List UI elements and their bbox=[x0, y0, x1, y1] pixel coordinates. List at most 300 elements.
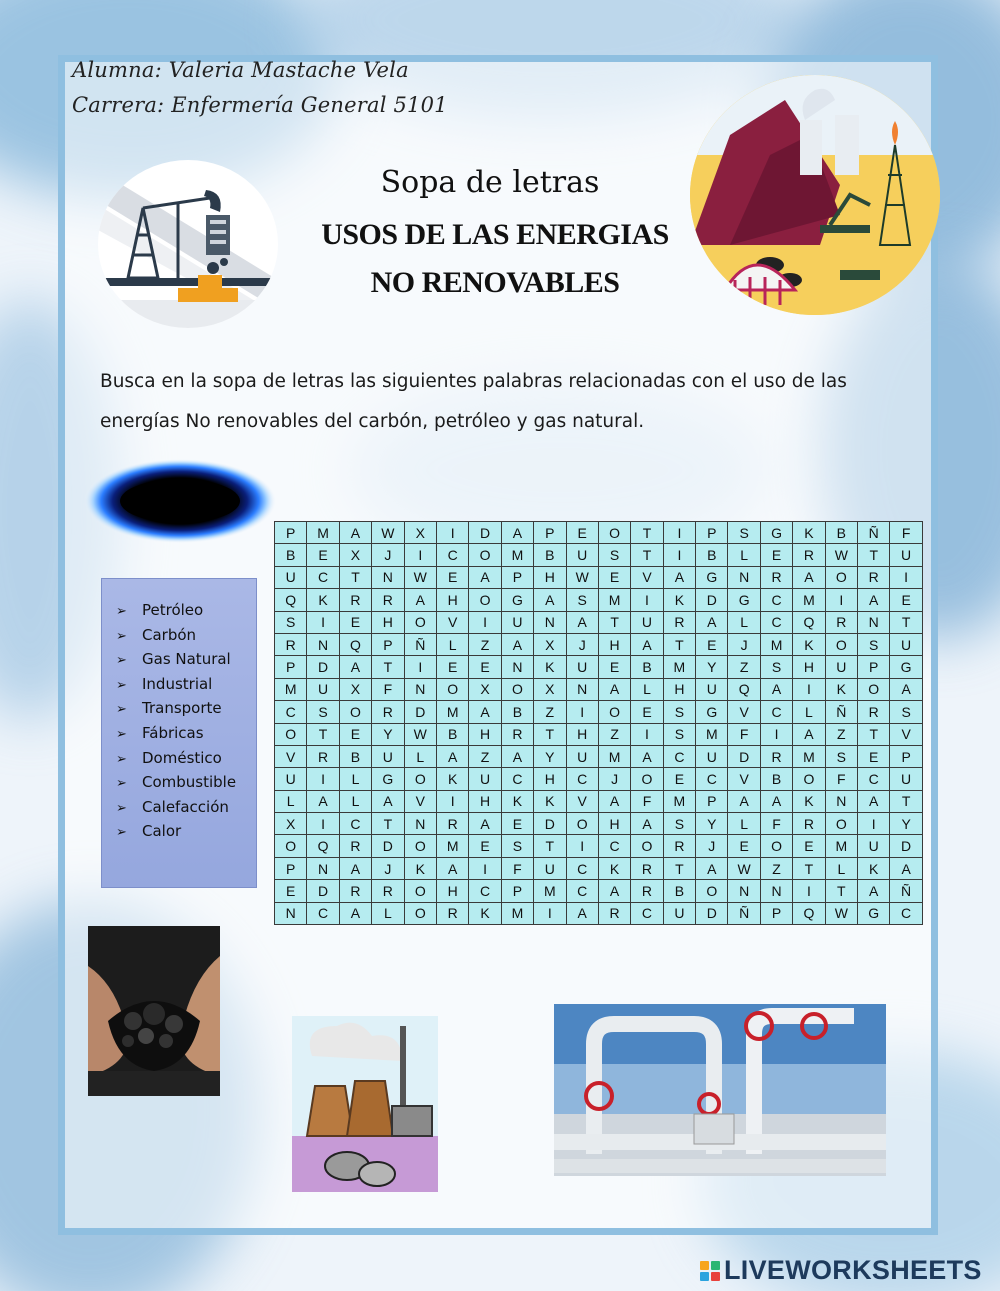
grid-cell[interactable]: R bbox=[663, 835, 695, 857]
grid-cell[interactable]: C bbox=[858, 768, 890, 790]
grid-cell[interactable]: R bbox=[631, 857, 663, 879]
grid-cell[interactable]: A bbox=[469, 566, 501, 588]
grid-cell[interactable]: R bbox=[436, 902, 468, 924]
grid-cell[interactable]: E bbox=[890, 589, 922, 611]
grid-cell[interactable]: X bbox=[534, 633, 566, 655]
grid-cell[interactable]: M bbox=[501, 544, 533, 566]
grid-cell[interactable]: S bbox=[501, 835, 533, 857]
grid-cell[interactable]: I bbox=[307, 813, 339, 835]
grid-cell[interactable]: J bbox=[372, 544, 404, 566]
grid-cell[interactable]: Ñ bbox=[858, 522, 890, 544]
grid-cell[interactable]: K bbox=[793, 790, 825, 812]
grid-cell[interactable]: Y bbox=[534, 745, 566, 767]
grid-cell[interactable]: T bbox=[858, 723, 890, 745]
grid-cell[interactable]: B bbox=[760, 768, 792, 790]
grid-cell[interactable]: A bbox=[793, 723, 825, 745]
grid-cell[interactable]: C bbox=[566, 880, 598, 902]
grid-cell[interactable]: L bbox=[404, 745, 436, 767]
grid-cell[interactable]: S bbox=[598, 544, 630, 566]
grid-cell[interactable]: R bbox=[501, 723, 533, 745]
grid-cell[interactable]: T bbox=[372, 813, 404, 835]
grid-cell[interactable]: J bbox=[728, 633, 760, 655]
grid-cell[interactable]: D bbox=[696, 589, 728, 611]
grid-cell[interactable]: K bbox=[501, 790, 533, 812]
grid-cell[interactable]: C bbox=[890, 902, 922, 924]
grid-cell[interactable]: H bbox=[469, 790, 501, 812]
grid-cell[interactable]: O bbox=[501, 678, 533, 700]
grid-cell[interactable]: E bbox=[436, 656, 468, 678]
grid-cell[interactable]: O bbox=[598, 701, 630, 723]
grid-cell[interactable]: H bbox=[469, 723, 501, 745]
grid-cell[interactable]: O bbox=[436, 678, 468, 700]
grid-cell[interactable]: Z bbox=[760, 857, 792, 879]
grid-cell[interactable]: P bbox=[501, 880, 533, 902]
grid-cell[interactable]: A bbox=[760, 790, 792, 812]
grid-cell[interactable]: R bbox=[339, 835, 371, 857]
grid-cell[interactable]: B bbox=[501, 701, 533, 723]
grid-cell[interactable]: F bbox=[825, 768, 857, 790]
grid-cell[interactable]: S bbox=[728, 522, 760, 544]
grid-cell[interactable]: E bbox=[339, 723, 371, 745]
grid-cell[interactable]: C bbox=[760, 589, 792, 611]
grid-cell[interactable]: A bbox=[598, 790, 630, 812]
grid-cell[interactable]: M bbox=[307, 522, 339, 544]
grid-cell[interactable]: H bbox=[598, 813, 630, 835]
grid-cell[interactable]: D bbox=[534, 813, 566, 835]
grid-cell[interactable]: C bbox=[598, 835, 630, 857]
grid-cell[interactable]: R bbox=[858, 566, 890, 588]
grid-cell[interactable]: M bbox=[598, 589, 630, 611]
grid-cell[interactable]: L bbox=[372, 902, 404, 924]
grid-cell[interactable]: W bbox=[728, 857, 760, 879]
grid-cell[interactable]: B bbox=[436, 723, 468, 745]
grid-cell[interactable]: O bbox=[598, 522, 630, 544]
grid-cell[interactable]: T bbox=[825, 880, 857, 902]
grid-cell[interactable]: R bbox=[372, 589, 404, 611]
grid-cell[interactable]: P bbox=[534, 522, 566, 544]
grid-cell[interactable]: V bbox=[631, 566, 663, 588]
grid-cell[interactable]: X bbox=[339, 544, 371, 566]
grid-cell[interactable]: L bbox=[825, 857, 857, 879]
grid-cell[interactable]: I bbox=[436, 790, 468, 812]
grid-cell[interactable]: I bbox=[793, 678, 825, 700]
grid-cell[interactable]: W bbox=[372, 522, 404, 544]
grid-cell[interactable]: N bbox=[501, 656, 533, 678]
grid-cell[interactable]: E bbox=[696, 633, 728, 655]
grid-cell[interactable]: N bbox=[275, 902, 307, 924]
grid-cell[interactable]: S bbox=[663, 813, 695, 835]
grid-cell[interactable]: Ñ bbox=[825, 701, 857, 723]
grid-cell[interactable]: T bbox=[598, 611, 630, 633]
grid-cell[interactable]: A bbox=[858, 790, 890, 812]
grid-cell[interactable]: F bbox=[760, 813, 792, 835]
grid-cell[interactable]: D bbox=[307, 656, 339, 678]
grid-cell[interactable]: P bbox=[501, 566, 533, 588]
grid-cell[interactable]: R bbox=[598, 902, 630, 924]
grid-cell[interactable]: N bbox=[825, 790, 857, 812]
grid-cell[interactable]: O bbox=[760, 835, 792, 857]
grid-cell[interactable]: A bbox=[436, 745, 468, 767]
grid-cell[interactable]: P bbox=[275, 656, 307, 678]
grid-cell[interactable]: I bbox=[793, 880, 825, 902]
grid-cell[interactable]: E bbox=[501, 813, 533, 835]
grid-cell[interactable]: S bbox=[307, 701, 339, 723]
grid-cell[interactable]: G bbox=[858, 902, 890, 924]
grid-cell[interactable]: M bbox=[436, 835, 468, 857]
grid-cell[interactable]: O bbox=[825, 633, 857, 655]
grid-cell[interactable]: F bbox=[501, 857, 533, 879]
grid-cell[interactable]: X bbox=[275, 813, 307, 835]
grid-cell[interactable]: T bbox=[663, 633, 695, 655]
grid-cell[interactable]: I bbox=[469, 611, 501, 633]
grid-cell[interactable]: D bbox=[307, 880, 339, 902]
grid-cell[interactable]: B bbox=[696, 544, 728, 566]
grid-cell[interactable]: A bbox=[501, 633, 533, 655]
grid-cell[interactable]: X bbox=[534, 678, 566, 700]
grid-cell[interactable]: M bbox=[275, 678, 307, 700]
grid-cell[interactable]: V bbox=[275, 745, 307, 767]
grid-cell[interactable]: O bbox=[566, 813, 598, 835]
grid-cell[interactable]: H bbox=[534, 768, 566, 790]
grid-cell[interactable]: T bbox=[307, 723, 339, 745]
grid-cell[interactable]: A bbox=[631, 633, 663, 655]
grid-cell[interactable]: U bbox=[275, 768, 307, 790]
grid-cell[interactable]: L bbox=[728, 813, 760, 835]
grid-cell[interactable]: R bbox=[663, 611, 695, 633]
grid-cell[interactable]: W bbox=[825, 902, 857, 924]
grid-cell[interactable]: X bbox=[469, 678, 501, 700]
grid-cell[interactable]: Q bbox=[728, 678, 760, 700]
grid-cell[interactable]: F bbox=[631, 790, 663, 812]
grid-cell[interactable]: Q bbox=[793, 902, 825, 924]
grid-cell[interactable]: C bbox=[760, 611, 792, 633]
grid-cell[interactable]: A bbox=[598, 880, 630, 902]
grid-cell[interactable]: F bbox=[372, 678, 404, 700]
grid-cell[interactable]: A bbox=[307, 790, 339, 812]
grid-cell[interactable]: U bbox=[890, 544, 922, 566]
grid-cell[interactable]: U bbox=[501, 611, 533, 633]
grid-cell[interactable]: R bbox=[436, 813, 468, 835]
grid-cell[interactable]: U bbox=[372, 745, 404, 767]
grid-cell[interactable]: A bbox=[696, 611, 728, 633]
grid-cell[interactable]: A bbox=[469, 813, 501, 835]
grid-cell[interactable]: E bbox=[339, 611, 371, 633]
grid-cell[interactable]: K bbox=[469, 902, 501, 924]
grid-cell[interactable]: H bbox=[372, 611, 404, 633]
grid-cell[interactable]: L bbox=[728, 544, 760, 566]
grid-cell[interactable]: Q bbox=[793, 611, 825, 633]
grid-cell[interactable]: I bbox=[858, 813, 890, 835]
grid-cell[interactable]: Z bbox=[598, 723, 630, 745]
grid-cell[interactable]: U bbox=[663, 902, 695, 924]
grid-cell[interactable]: D bbox=[469, 522, 501, 544]
grid-cell[interactable]: L bbox=[339, 790, 371, 812]
grid-cell[interactable]: T bbox=[663, 857, 695, 879]
grid-cell[interactable]: J bbox=[566, 633, 598, 655]
grid-cell[interactable]: O bbox=[275, 835, 307, 857]
grid-cell[interactable]: A bbox=[339, 656, 371, 678]
grid-cell[interactable]: I bbox=[760, 723, 792, 745]
grid-cell[interactable]: L bbox=[339, 768, 371, 790]
grid-cell[interactable]: C bbox=[663, 745, 695, 767]
grid-cell[interactable]: W bbox=[566, 566, 598, 588]
grid-cell[interactable]: S bbox=[566, 589, 598, 611]
grid-cell[interactable]: N bbox=[728, 880, 760, 902]
grid-cell[interactable]: S bbox=[663, 701, 695, 723]
grid-cell[interactable]: E bbox=[436, 566, 468, 588]
grid-cell[interactable]: V bbox=[404, 790, 436, 812]
grid-cell[interactable]: C bbox=[566, 857, 598, 879]
grid-cell[interactable]: T bbox=[534, 723, 566, 745]
grid-cell[interactable]: T bbox=[631, 544, 663, 566]
grid-cell[interactable]: L bbox=[275, 790, 307, 812]
grid-cell[interactable]: M bbox=[696, 723, 728, 745]
grid-cell[interactable]: R bbox=[793, 813, 825, 835]
grid-cell[interactable]: T bbox=[631, 522, 663, 544]
grid-cell[interactable]: Z bbox=[825, 723, 857, 745]
grid-cell[interactable]: Z bbox=[534, 701, 566, 723]
grid-cell[interactable]: N bbox=[404, 813, 436, 835]
grid-cell[interactable]: N bbox=[534, 611, 566, 633]
grid-cell[interactable]: Z bbox=[728, 656, 760, 678]
grid-cell[interactable]: O bbox=[339, 701, 371, 723]
grid-cell[interactable]: D bbox=[728, 745, 760, 767]
grid-cell[interactable]: A bbox=[890, 678, 922, 700]
grid-cell[interactable]: G bbox=[760, 522, 792, 544]
grid-cell[interactable]: L bbox=[728, 611, 760, 633]
grid-cell[interactable]: E bbox=[728, 835, 760, 857]
grid-cell[interactable]: O bbox=[469, 544, 501, 566]
grid-cell[interactable]: R bbox=[372, 701, 404, 723]
grid-cell[interactable]: R bbox=[372, 880, 404, 902]
grid-cell[interactable]: T bbox=[858, 544, 890, 566]
grid-cell[interactable]: O bbox=[404, 768, 436, 790]
grid-cell[interactable]: T bbox=[890, 790, 922, 812]
grid-cell[interactable]: V bbox=[566, 790, 598, 812]
grid-cell[interactable]: R bbox=[307, 745, 339, 767]
grid-cell[interactable]: E bbox=[760, 544, 792, 566]
grid-cell[interactable]: K bbox=[793, 522, 825, 544]
grid-cell[interactable]: I bbox=[469, 857, 501, 879]
grid-cell[interactable]: W bbox=[404, 723, 436, 745]
grid-cell[interactable]: Q bbox=[307, 835, 339, 857]
grid-cell[interactable]: O bbox=[404, 902, 436, 924]
grid-cell[interactable]: I bbox=[404, 656, 436, 678]
grid-cell[interactable]: B bbox=[663, 880, 695, 902]
grid-cell[interactable]: O bbox=[404, 611, 436, 633]
grid-cell[interactable]: E bbox=[469, 656, 501, 678]
grid-cell[interactable]: B bbox=[631, 656, 663, 678]
grid-cell[interactable]: M bbox=[793, 745, 825, 767]
grid-cell[interactable]: R bbox=[760, 566, 792, 588]
grid-cell[interactable]: O bbox=[275, 723, 307, 745]
grid-cell[interactable]: Y bbox=[890, 813, 922, 835]
grid-cell[interactable]: I bbox=[631, 723, 663, 745]
grid-cell[interactable]: A bbox=[858, 880, 890, 902]
grid-cell[interactable]: B bbox=[825, 522, 857, 544]
grid-cell[interactable]: R bbox=[631, 880, 663, 902]
grid-cell[interactable]: H bbox=[598, 633, 630, 655]
grid-cell[interactable]: U bbox=[890, 633, 922, 655]
grid-cell[interactable]: A bbox=[372, 790, 404, 812]
grid-cell[interactable]: H bbox=[663, 678, 695, 700]
grid-cell[interactable]: Y bbox=[696, 813, 728, 835]
grid-cell[interactable]: A bbox=[793, 566, 825, 588]
grid-cell[interactable]: K bbox=[404, 857, 436, 879]
grid-cell[interactable]: P bbox=[696, 790, 728, 812]
grid-cell[interactable]: I bbox=[825, 589, 857, 611]
grid-cell[interactable]: F bbox=[728, 723, 760, 745]
grid-cell[interactable]: U bbox=[469, 768, 501, 790]
grid-cell[interactable]: G bbox=[696, 701, 728, 723]
grid-cell[interactable]: A bbox=[436, 857, 468, 879]
grid-cell[interactable]: V bbox=[728, 768, 760, 790]
grid-cell[interactable]: Z bbox=[469, 633, 501, 655]
grid-cell[interactable]: X bbox=[404, 522, 436, 544]
grid-cell[interactable]: A bbox=[890, 857, 922, 879]
grid-cell[interactable]: R bbox=[760, 745, 792, 767]
grid-cell[interactable]: A bbox=[566, 611, 598, 633]
grid-cell[interactable]: D bbox=[404, 701, 436, 723]
grid-cell[interactable]: P bbox=[372, 633, 404, 655]
grid-cell[interactable]: B bbox=[339, 745, 371, 767]
grid-cell[interactable]: I bbox=[307, 768, 339, 790]
grid-cell[interactable]: E bbox=[598, 656, 630, 678]
grid-cell[interactable]: A bbox=[404, 589, 436, 611]
grid-cell[interactable]: U bbox=[566, 544, 598, 566]
grid-cell[interactable]: U bbox=[696, 745, 728, 767]
grid-cell[interactable]: R bbox=[339, 880, 371, 902]
grid-cell[interactable]: H bbox=[534, 566, 566, 588]
grid-cell[interactable]: M bbox=[598, 745, 630, 767]
grid-cell[interactable]: A bbox=[566, 902, 598, 924]
grid-cell[interactable]: C bbox=[436, 544, 468, 566]
grid-cell[interactable]: O bbox=[631, 768, 663, 790]
grid-cell[interactable]: R bbox=[339, 589, 371, 611]
grid-cell[interactable]: Y bbox=[696, 656, 728, 678]
grid-cell[interactable]: A bbox=[760, 678, 792, 700]
grid-cell[interactable]: E bbox=[631, 701, 663, 723]
grid-cell[interactable]: I bbox=[534, 902, 566, 924]
grid-cell[interactable]: C bbox=[631, 902, 663, 924]
grid-cell[interactable]: O bbox=[631, 835, 663, 857]
grid-cell[interactable]: S bbox=[890, 701, 922, 723]
grid-cell[interactable]: R bbox=[825, 611, 857, 633]
grid-cell[interactable]: G bbox=[696, 566, 728, 588]
grid-cell[interactable]: N bbox=[372, 566, 404, 588]
grid-cell[interactable]: R bbox=[858, 701, 890, 723]
grid-cell[interactable]: O bbox=[469, 589, 501, 611]
grid-cell[interactable]: Q bbox=[275, 589, 307, 611]
grid-cell[interactable]: N bbox=[307, 633, 339, 655]
grid-cell[interactable]: M bbox=[760, 633, 792, 655]
grid-cell[interactable]: I bbox=[307, 611, 339, 633]
grid-cell[interactable]: T bbox=[793, 857, 825, 879]
grid-cell[interactable]: L bbox=[793, 701, 825, 723]
grid-cell[interactable]: W bbox=[404, 566, 436, 588]
grid-cell[interactable]: A bbox=[696, 857, 728, 879]
grid-cell[interactable]: E bbox=[793, 835, 825, 857]
grid-cell[interactable]: I bbox=[566, 701, 598, 723]
grid-cell[interactable]: K bbox=[793, 633, 825, 655]
grid-cell[interactable]: A bbox=[534, 589, 566, 611]
grid-cell[interactable]: J bbox=[372, 857, 404, 879]
grid-cell[interactable]: P bbox=[275, 857, 307, 879]
grid-cell[interactable]: A bbox=[598, 678, 630, 700]
grid-cell[interactable]: U bbox=[696, 678, 728, 700]
grid-cell[interactable]: C bbox=[275, 701, 307, 723]
grid-cell[interactable]: M bbox=[793, 589, 825, 611]
grid-cell[interactable]: P bbox=[696, 522, 728, 544]
grid-cell[interactable]: C bbox=[696, 768, 728, 790]
grid-cell[interactable]: I bbox=[404, 544, 436, 566]
grid-cell[interactable]: I bbox=[631, 589, 663, 611]
grid-cell[interactable]: A bbox=[663, 566, 695, 588]
grid-cell[interactable]: J bbox=[598, 768, 630, 790]
grid-cell[interactable]: O bbox=[825, 813, 857, 835]
grid-cell[interactable]: O bbox=[696, 880, 728, 902]
grid-cell[interactable]: C bbox=[760, 701, 792, 723]
grid-cell[interactable]: M bbox=[825, 835, 857, 857]
grid-cell[interactable]: U bbox=[890, 768, 922, 790]
grid-cell[interactable]: I bbox=[663, 544, 695, 566]
grid-cell[interactable]: A bbox=[339, 857, 371, 879]
grid-cell[interactable]: E bbox=[598, 566, 630, 588]
grid-cell[interactable]: B bbox=[534, 544, 566, 566]
grid-cell[interactable]: U bbox=[307, 678, 339, 700]
grid-cell[interactable]: Ñ bbox=[890, 880, 922, 902]
grid-cell[interactable]: C bbox=[339, 813, 371, 835]
grid-cell[interactable]: K bbox=[534, 790, 566, 812]
grid-cell[interactable]: E bbox=[858, 745, 890, 767]
grid-cell[interactable]: K bbox=[307, 589, 339, 611]
grid-cell[interactable]: G bbox=[728, 589, 760, 611]
grid-cell[interactable]: B bbox=[275, 544, 307, 566]
grid-cell[interactable]: U bbox=[858, 835, 890, 857]
grid-cell[interactable]: U bbox=[825, 656, 857, 678]
grid-cell[interactable]: C bbox=[566, 768, 598, 790]
grid-cell[interactable]: S bbox=[760, 656, 792, 678]
grid-cell[interactable]: W bbox=[825, 544, 857, 566]
grid-cell[interactable]: D bbox=[890, 835, 922, 857]
grid-cell[interactable]: I bbox=[436, 522, 468, 544]
grid-cell[interactable]: M bbox=[663, 656, 695, 678]
grid-cell[interactable]: A bbox=[501, 522, 533, 544]
grid-cell[interactable]: M bbox=[501, 902, 533, 924]
grid-cell[interactable]: O bbox=[825, 566, 857, 588]
grid-cell[interactable]: P bbox=[890, 745, 922, 767]
grid-cell[interactable]: S bbox=[858, 633, 890, 655]
grid-cell[interactable]: N bbox=[404, 678, 436, 700]
grid-cell[interactable]: Y bbox=[372, 723, 404, 745]
grid-cell[interactable]: U bbox=[566, 656, 598, 678]
grid-cell[interactable]: L bbox=[436, 633, 468, 655]
grid-cell[interactable]: E bbox=[275, 880, 307, 902]
grid-cell[interactable]: O bbox=[404, 835, 436, 857]
grid-cell[interactable]: P bbox=[275, 522, 307, 544]
grid-cell[interactable]: X bbox=[339, 678, 371, 700]
grid-cell[interactable]: N bbox=[858, 611, 890, 633]
grid-cell[interactable]: I bbox=[566, 835, 598, 857]
grid-cell[interactable]: V bbox=[436, 611, 468, 633]
grid-cell[interactable]: K bbox=[825, 678, 857, 700]
grid-cell[interactable]: I bbox=[663, 522, 695, 544]
grid-cell[interactable]: C bbox=[501, 768, 533, 790]
grid-cell[interactable]: S bbox=[275, 611, 307, 633]
grid-cell[interactable]: T bbox=[372, 656, 404, 678]
grid-cell[interactable]: O bbox=[793, 768, 825, 790]
grid-cell[interactable]: A bbox=[501, 745, 533, 767]
